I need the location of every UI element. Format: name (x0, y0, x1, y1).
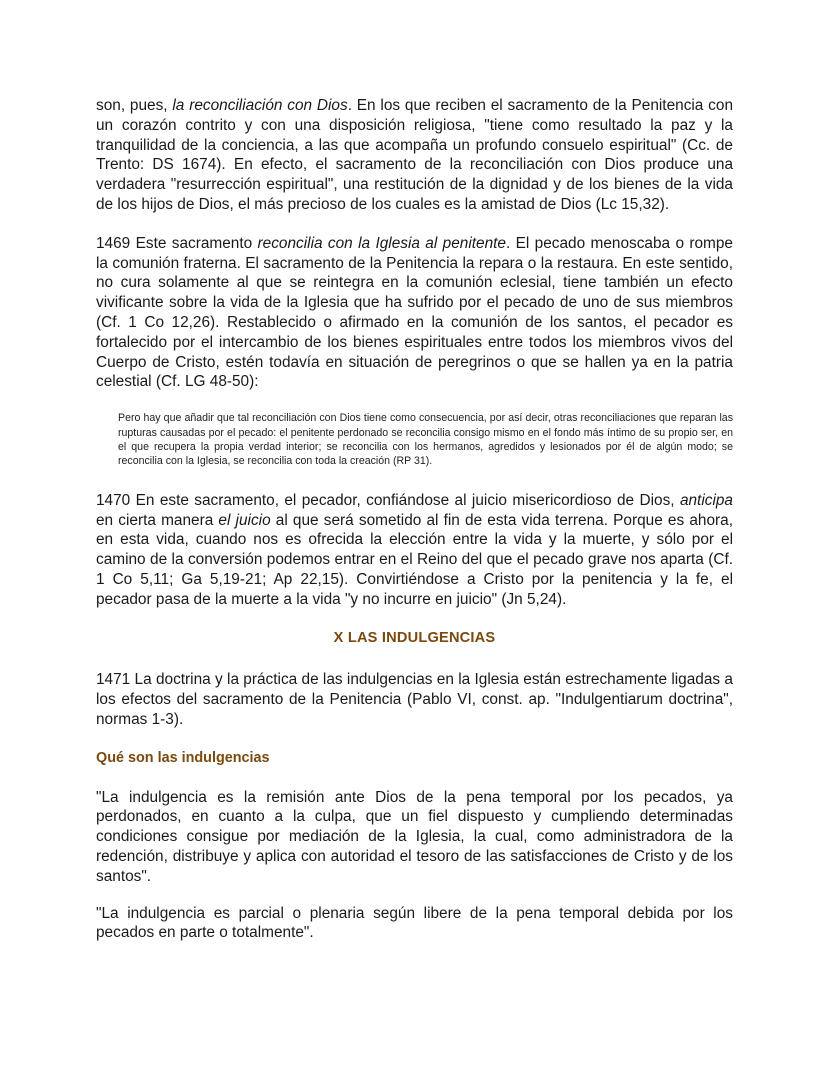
emphasis-text: el juicio (218, 511, 271, 529)
subheading: Qué son las indulgencias (96, 749, 270, 766)
paragraph-partial-plenary: "La indulgencia es parcial o plenaria según libere de la pena temporal debida por los pecados en parte o totalmente". (96, 904, 733, 942)
section-title: X LAS INDULGENCIAS (333, 629, 496, 646)
text-run: en cierta manera (96, 511, 219, 529)
block-quote-rp31: Pero hay que añadir que tal reconciliación con Dios tiene como consecuencia, por así decir, otras reconciliaciones que reparan las rupturas causadas por el pecado: el penitente perdonado se reconcilia consigo mismo en el fondo más íntimo de su propio ser, en el que recupera la propia verdad interior; se reconcilia con los hermanos, agredidos y lesionados por él de algún modo; se reconcilia con la Iglesia, se reconcilia con toda la creación (RP 31). (118, 412, 733, 468)
emphasis-text: anticipa (679, 491, 733, 509)
text-run: son, pues, (96, 97, 173, 114)
paragraph-reconciliation-with-god (96, 96, 733, 215)
text-run: al que será sometido al fin de esta vida terrena. Porque es ahora, en esta vida, cuando nos es ofrecida la elección entre la vida y la muerte, y sólo por el camino de la conversión podemos entrar en el Reino del que el pecado grave nos aparta (Cf. 1 Co 5,11; Ga 5,19-21; Ap 22,15). Convirtiéndose a Cristo por la penitencia y la fe, el pecador pasa de la muerte a la vida "y no incurre en juicio" (Jn 5,24). (96, 511, 733, 608)
emphasis-text: reconcilia con la Iglesia al penitente (257, 234, 506, 252)
emphasis-text: la reconciliación con Dios (172, 97, 348, 114)
paragraph-1469 (96, 234, 733, 392)
document-page (96, 96, 733, 943)
paragraph-definition: "La indulgencia es la remisión ante Dios de la pena temporal por los pecados, ya perdonados, en cuanto a la culpa, que un fiel dispuesto y cumpliendo determinadas condiciones consigue por mediación de la Iglesia, la cual, como administradora de la redención, distribuye y aplica con autoridad el tesoro de las satisfacciones de Cristo y de los santos". (96, 788, 733, 885)
text-run: 1469 Este sacramento (96, 234, 258, 252)
paragraph-1470 (96, 491, 733, 610)
text-run: . En los que reciben el sacramento de la Penitencia con un corazón contrito y con una disposición religiosa, "tiene como resultado la paz y la tranquilidad de la conciencia, a las que acompaña un profundo consuelo espiritual" (Cc. de Trento: DS 1674). En efecto, el sacramento de la reconciliación con Dios produce una verdadera "resurrección espiritual", una restitución de la dignidad y de los bienes de la vida de los hijos de Dios, el más precioso de los cuales es la amistad de Dios (Lc 15,32). (96, 97, 734, 213)
paragraph-1471: 1471 La doctrina y la práctica de las indulgencias en la Iglesia están estrechamente ligadas a los efectos del sacramento de la Penitencia (Pablo VI, const. ap. "Indulgentiarum doctrina", normas 1-3). (96, 671, 733, 728)
text-run: . El pecado menoscaba o rompe la comunión fraterna. El sacramento de la Penitencia la repara o la restaura. En este sentido, no cura solamente al que se reintegra en la comunión eclesial, tiene también un efecto vivificante sobre la vida de la Iglesia que ha sufrido por el pecado de uno de sus miembros (Cf. 1 Co 12,26). Restablecido o afirmado en la comunión de los santos, el pecador es fortalecido por el intercambio de los bienes espirituales entre todos los miembros vivos del Cuerpo de Cristo, estén todavía en situación de peregrinos o que se hallen ya en la patria celestial (Cf. LG 48-50): (96, 234, 733, 391)
text-run: 1470 En este sacramento, el pecador, confiándose al juicio misericordioso de Dios, (96, 491, 680, 509)
